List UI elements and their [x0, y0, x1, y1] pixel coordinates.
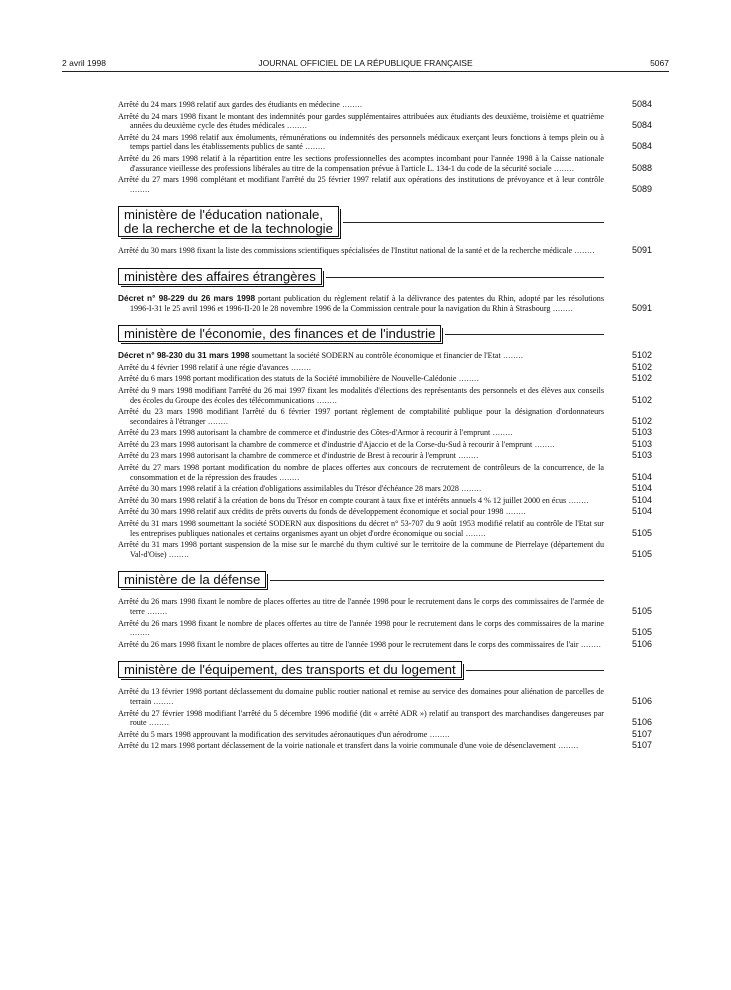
entry-text — [118, 519, 604, 538]
entry-description: Arrêté du 24 mars 1998 relatif aux émoluments, rémunérations ou indemnités des personnels médicaux exerçant leurs fonctions à temps plein ou à temps partiel dans les établissements publics de santé — [118, 132, 604, 152]
toc-entry[interactable] — [118, 730, 652, 740]
decree-title: Décret n° 98-230 du 31 mars 1998 — [118, 350, 250, 361]
toc-entry[interactable] — [118, 440, 652, 450]
entry-text — [118, 133, 604, 152]
entry-page-number: 5106 — [631, 717, 652, 728]
entry-description: Arrêté du 23 mars 1998 autorisant la chambre de commerce et d'industrie des Côtes-d'Armor à recourir à l'emprunt — [118, 428, 491, 438]
leader-dots: ........ — [551, 163, 575, 173]
entry-text — [118, 687, 604, 706]
entry-page-number: 5091 — [631, 245, 652, 256]
entry-text — [118, 463, 604, 482]
entry-description: Arrêté du 6 mars 1998 portant modification des statuts de la Société immobilière de Nouvelle-Calédonie — [118, 374, 457, 384]
toc-entry[interactable] — [118, 294, 652, 313]
toc-entry[interactable] — [118, 374, 652, 384]
header-date: 2 avril 1998 — [62, 58, 106, 68]
decree-title: Décret n° 98-229 du 26 mars 1998 — [118, 292, 256, 303]
entry-text — [118, 428, 604, 438]
leader-dots: ........ — [144, 607, 168, 616]
toc-entry[interactable] — [118, 154, 652, 173]
leader-dots: ........ — [314, 395, 338, 405]
entry-text — [118, 451, 604, 461]
entry-description: Arrêté du 24 mars 1998 fixant le montant des indemnités pour gardes supplémentaires attribuées aux étudiants des deuxième, troisième et quatrième années du deuxième cycle des études médicales — [118, 111, 604, 131]
entry-page-number: 5091 — [631, 302, 652, 313]
entry-description: Arrêté du 9 mars 1998 modifiant l'arrêté du 26 mai 1997 fixant les modalités d'élections des représentants des personnels et des élèves aux conseils des écoles du Groupe des écoles des télécommunications — [118, 385, 604, 405]
entry-page-number: 5105 — [631, 548, 652, 559]
entry-description: Arrêté du 31 mars 1998 portant suspension de la mise sur le marché du thym cultivé sur le territoire de la commune de Pierrelaye (département du Val-d'Oise) — [118, 540, 604, 559]
ministry-heading — [118, 571, 652, 589]
leader-dots: ........ — [205, 416, 229, 426]
toc-entry[interactable] — [118, 133, 652, 152]
toc-entry[interactable] — [118, 619, 652, 638]
entry-page-number: 5105 — [631, 606, 652, 616]
header-rule — [62, 71, 669, 72]
entry-description: Arrêté du 24 mars 1998 relatif aux gardes des étudiants en médecine — [118, 100, 340, 109]
entry-description: Arrêté du 26 mars 1998 fixant le nombre de places offertes au titre de l'année 1998 pour le recrutement dans le corps des commissaires de l'air — [118, 639, 579, 649]
table-of-contents — [118, 100, 652, 753]
entry-text — [118, 496, 604, 506]
entry-page-number: 5104 — [631, 506, 652, 517]
toc-entry[interactable] — [118, 100, 652, 110]
ministry-title: ministère de la défense — [118, 571, 266, 588]
toc-entry[interactable] — [118, 407, 652, 426]
entry-text — [118, 112, 604, 131]
entry-page-number: 5105 — [631, 627, 652, 638]
entry-page-number: 5102 — [631, 350, 652, 361]
toc-entry[interactable] — [118, 363, 652, 373]
toc-entry[interactable] — [118, 741, 652, 751]
leader-dots: ........ — [463, 528, 487, 538]
entry-description: Arrêté du 26 mars 1998 relatif à la répartition entre les sections professionnelles des acomptes incombant pour l'année 1998 à la Caisse nationale d'assurance vieillesse des professions libérales au titre de la compensation prévue à l'article L. 134-1 du code de la sécurité sociale — [118, 153, 604, 173]
leader-dots: ........ — [572, 246, 595, 256]
header-journal-title: JOURNAL OFFICIEL DE LA RÉPUBLIQUE FRANÇAISE — [258, 58, 473, 68]
toc-entry[interactable] — [118, 463, 652, 482]
leader-dots: ........ — [555, 741, 579, 751]
entry-text — [118, 100, 604, 110]
entry-description: Arrêté du 27 février 1998 modifiant l'arrêté du 5 décembre 1996 modifié (dit « arrêté ADR ») relatif au transport des marchandises dangereuses par route — [118, 708, 604, 728]
entry-description: Arrêté du 26 mars 1998 fixant le nombre de places offertes au titre de l'année 1998 pour le recrutement dans le corps des commissaires de la marine — [118, 618, 604, 628]
entry-description: Arrêté du 30 mars 1998 fixant la liste des commissions scientifiques spécialisées de l'Institut national de la santé et de la recherche médicale — [118, 246, 573, 256]
leader-dots: ........ — [277, 472, 300, 482]
entry-text — [118, 507, 604, 517]
ministry-heading — [118, 206, 652, 238]
leader-dots: ........ — [427, 729, 451, 739]
entry-description: Arrêté du 4 février 1998 relatif à une régie d'avances — [118, 362, 289, 372]
leader-dots: ........ — [532, 439, 556, 449]
leader-dots: ........ — [550, 303, 574, 313]
entry-page-number: 5084 — [631, 141, 652, 152]
entry-description: Arrêté du 13 février 1998 portant déclassement du domaine public routier national et remise au service des domaines pour aliénation de parcelles de terrain — [118, 687, 604, 706]
entry-description: portant publication du règlement relatif à la délivrance des patentes du Rhin, adopté par les résolutions 1996-I-31 le 25 avril 1996 et 1996-II-20 le 28 novembre 1996 de la Commission centrale pour la navigation du Rhin à Strasbourg — [130, 293, 604, 313]
entry-description: Arrêté du 23 mars 1998 modifiant l'arrêté du 6 février 1997 portant règlement de comptabilité publique pour la désignation d'ordonnateurs secondaires à l'étranger — [118, 407, 604, 426]
toc-entry[interactable] — [118, 246, 652, 256]
leader-dots: ........ — [578, 639, 602, 649]
toc-entry[interactable] — [118, 640, 652, 650]
entry-text — [118, 175, 604, 194]
toc-entry[interactable] — [118, 112, 652, 131]
entry-page-number: 5104 — [631, 483, 652, 494]
toc-entry[interactable] — [118, 386, 652, 405]
toc-entry[interactable] — [118, 351, 652, 361]
header-page-number: 5067 — [650, 58, 669, 68]
toc-entry[interactable] — [118, 428, 652, 438]
leader-dots: ........ — [146, 718, 170, 728]
toc-entry[interactable] — [118, 519, 652, 538]
toc-entry[interactable] — [118, 175, 652, 194]
ministry-title: ministère de l'éducation nationale, de la recherche et de la technologie — [118, 206, 339, 237]
entry-page-number: 5088 — [631, 162, 652, 173]
leader-dots: ........ — [288, 362, 312, 372]
entry-page-number: 5106 — [631, 638, 652, 649]
entry-text — [118, 640, 604, 650]
entry-page-number: 5107 — [631, 740, 652, 751]
leader-dots: ........ — [339, 100, 363, 109]
entry-page-number: 5103 — [631, 450, 652, 461]
entry-text — [118, 407, 604, 426]
entry-description: Arrêté du 27 mars 1998 complétant et modifiant l'arrêté du 25 février 1997 relatif aux opérations des institutions de prévoyance et à leur contrôle — [118, 175, 604, 185]
entry-description: Arrêté du 30 mars 1998 relatif à la création d'obligations assimilables du Trésor d'échéance 28 mars 2028 — [118, 484, 459, 494]
toc-entry[interactable] — [118, 687, 652, 706]
leader-dots: ........ — [500, 351, 524, 361]
entry-page-number: 5104 — [631, 471, 652, 482]
leader-dots: ........ — [456, 451, 479, 461]
entry-page-number: 5102 — [631, 394, 652, 405]
leader-dots: ........ — [166, 549, 190, 559]
toc-entry[interactable] — [118, 496, 652, 506]
entry-text — [118, 374, 604, 384]
entry-text — [118, 741, 604, 751]
toc-entry[interactable] — [118, 507, 652, 517]
ministry-heading — [118, 325, 652, 343]
entry-text — [118, 619, 604, 638]
toc-entry[interactable] — [118, 597, 652, 616]
leader-dots: ........ — [302, 142, 326, 152]
entry-page-number: 5104 — [631, 494, 652, 505]
entry-page-number: 5084 — [631, 120, 652, 131]
entry-description: Arrêté du 12 mars 1998 portant déclassement de la voirie nationale et transfert dans la voirie communale d'une voie de désenclavement — [118, 741, 556, 751]
entry-page-number: 5102 — [631, 373, 652, 384]
leader-dots: ........ — [566, 495, 589, 505]
entry-text — [118, 294, 604, 313]
toc-entry[interactable] — [118, 709, 652, 728]
leader-dots: ........ — [151, 696, 174, 706]
entry-description: Arrêté du 5 mars 1998 approuvant la modification des servitudes aéronautiques d'un aérodrome — [118, 729, 428, 739]
ministry-title: ministère de l'équipement, des transports et du logement — [118, 661, 462, 678]
leader-dots: ........ — [490, 428, 514, 438]
entry-page-number: 5084 — [631, 99, 652, 109]
leader-dots: ........ — [458, 484, 482, 494]
entry-text — [118, 154, 604, 173]
entry-description: Arrêté du 26 mars 1998 fixant le nombre de places offertes au titre de l'année 1998 pour le recrutement dans le corps des commissaires de l'armée de terre — [118, 597, 604, 616]
entry-page-number: 5103 — [631, 438, 652, 449]
entry-text — [118, 597, 604, 616]
toc-entry[interactable] — [118, 451, 652, 461]
entry-text — [118, 730, 604, 740]
entry-description: Arrêté du 30 mars 1998 relatif aux crédits de prêts ouverts du fonds de développement économique et social pour 1998 — [118, 507, 504, 517]
entry-page-number: 5103 — [631, 427, 652, 438]
ministry-heading — [118, 268, 652, 286]
entry-description: Arrêté du 23 mars 1998 autorisant la chambre de commerce et d'industrie de Brest à recourir à l'emprunt — [118, 451, 457, 461]
entry-text — [118, 440, 604, 450]
entry-description: soumettant la société SODERN au contrôle économique et financier de l'Etat — [249, 351, 501, 361]
entry-text — [118, 351, 604, 361]
leader-dots: ........ — [456, 374, 480, 384]
entry-text — [118, 246, 604, 256]
entry-description: Arrêté du 27 mars 1998 portant modification du nombre de places offertes aux concours de recrutement de contrôleurs de la concurrence, de la consommation et de la répression des fraudes — [118, 463, 604, 482]
entry-text — [118, 540, 604, 559]
entry-page-number: 5107 — [631, 728, 652, 739]
leader-dots: ........ — [130, 184, 151, 194]
entry-page-number: 5105 — [631, 527, 652, 538]
leader-dots: ........ — [503, 507, 527, 517]
entry-page-number: 5102 — [631, 415, 652, 426]
entry-page-number: 5106 — [631, 695, 652, 706]
ministry-title: ministère de l'économie, des finances et de l'industrie — [118, 325, 441, 342]
running-header — [62, 58, 669, 72]
toc-entry[interactable] — [118, 484, 652, 494]
entry-text — [118, 386, 604, 405]
toc-entry[interactable] — [118, 540, 652, 559]
leader-dots: ........ — [130, 628, 151, 638]
ministry-title: ministère des affaires étrangères — [118, 268, 322, 285]
entry-page-number: 5089 — [631, 183, 652, 194]
entry-description: Arrêté du 30 mars 1998 relatif à la création de bons du Trésor en compte courant à taux fixe et intérêts annuels 4 % 12 juillet 2000 en écus — [118, 495, 567, 505]
entry-description: Arrêté du 23 mars 1998 autorisant la chambre de commerce et d'industrie d'Ajaccio et de la Corse-du-Sud à recourir à l'emprunt — [118, 439, 533, 449]
entry-page-number: 5102 — [631, 361, 652, 372]
entry-description: Arrêté du 31 mars 1998 soumettant la société SODERN aux dispositions du décret n° 53-707 du 9 août 1953 modifié relatif au contrôle de l'Etat sur les entreprises publiques nationales et certains organismes ayant un objet d'ordre économique ou social — [118, 519, 604, 538]
entry-text — [118, 363, 604, 373]
ministry-heading — [118, 661, 652, 679]
entry-text — [118, 709, 604, 728]
entry-text — [118, 484, 604, 494]
leader-dots: ........ — [284, 121, 308, 131]
